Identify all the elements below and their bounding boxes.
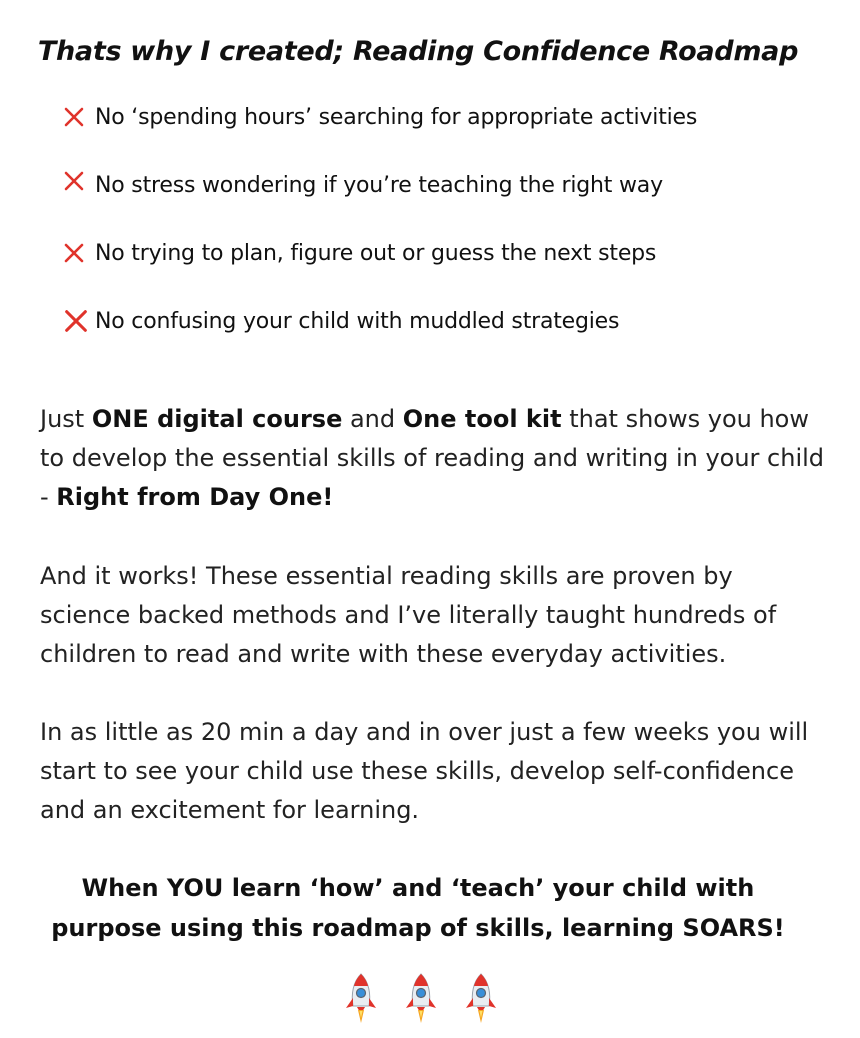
emphasis-digital-course: ONE digital course xyxy=(91,405,343,433)
text-run: that shows you how to develop the essential skills of reading and writing in your child - xyxy=(40,405,825,511)
list-item xyxy=(62,219,697,287)
closing-statement xyxy=(0,868,836,948)
list-item-text: No confusing your child with muddled strategies xyxy=(95,308,620,334)
closing-line-2: purpose using this roadmap of skills, learning SOARS! xyxy=(51,914,785,942)
closing-line-1: When YOU learn ‘how’ and ‘teach’ your child with xyxy=(81,874,755,902)
text-run: Just xyxy=(40,405,92,433)
list-item-text: No stress wondering if you’re teaching the right way xyxy=(95,172,663,198)
rocket-row xyxy=(0,970,842,1026)
intro-paragraph xyxy=(40,400,830,517)
cross-mark-icon xyxy=(62,105,86,129)
page-title: Thats why I created; Reading Confidence Roadmap xyxy=(37,36,799,68)
list-item xyxy=(62,287,697,355)
results-paragraph: In as little as 20 min a day and in over just a few weeks you will start to see your child use these skills, develop self-confidence and an excitement for learning. xyxy=(40,718,809,824)
list-item-text: No trying to plan, figure out or guess the next steps xyxy=(95,240,657,266)
emphasis-tool-kit: One tool kit xyxy=(402,405,562,433)
list-item xyxy=(62,151,697,219)
cross-mark-icon xyxy=(62,307,90,335)
text-run: and xyxy=(342,405,403,433)
list-item-text: No ‘spending hours’ searching for appropriate activities xyxy=(95,104,698,130)
rocket-icon xyxy=(341,970,381,1026)
proof-paragraph: And it works! These essential reading skills are proven by science backed methods and I’ve literally taught hundreds of children to read and write with these everyday activities. xyxy=(40,562,777,668)
cross-mark-icon xyxy=(62,169,86,193)
no-more-list xyxy=(62,83,697,355)
cross-mark-icon xyxy=(62,241,86,265)
rocket-icon xyxy=(461,970,501,1026)
list-item xyxy=(62,83,697,151)
emphasis-day-one: Right from Day One! xyxy=(56,483,334,511)
rocket-icon xyxy=(401,970,441,1026)
